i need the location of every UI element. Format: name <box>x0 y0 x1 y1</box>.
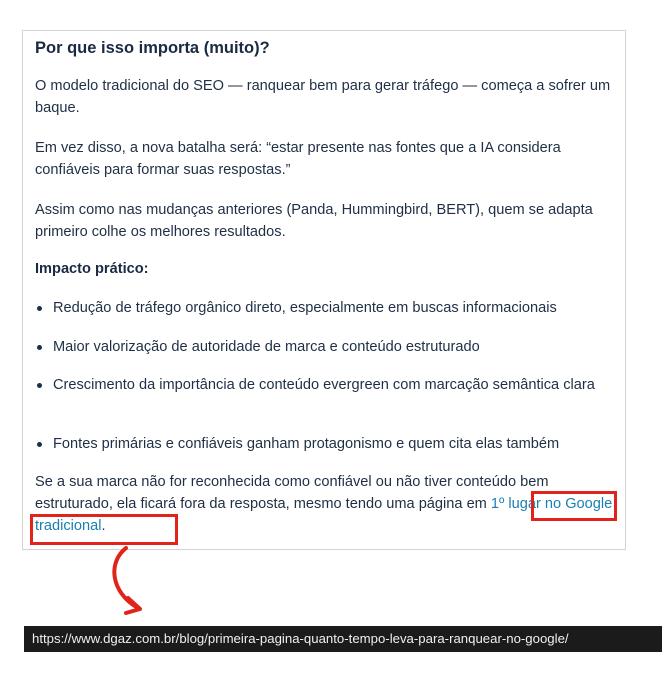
subheading: Impacto prático: <box>35 261 149 277</box>
paragraph-1: O modelo tradicional do SEO — ranquear bem para gerar tráfego — começa a sofrer um baque. <box>35 78 611 116</box>
bullet-dot-icon <box>37 306 42 311</box>
bullet-dot-icon <box>37 442 42 447</box>
paragraph-3: Assim como nas mudanças anteriores (Panda, Hummingbird, BERT), quem se adapta primeiro colhe os melhores resultados. <box>35 202 593 240</box>
status-bar-url: https://www.dgaz.com.br/blog/primeira-pagina-quanto-tempo-leva-para-ranquear-no-google/ <box>24 626 662 652</box>
section-title: Por que isso importa (muito)? <box>35 39 270 57</box>
bullet-dot-icon <box>37 383 42 388</box>
article-card: Por que isso importa (muito)? O modelo tradicional do SEO — ranquear bem para gerar tráfego — começa a sofrer um baque. Em vez disso, a nova batalha será: “estar presente nas fontes que a IA considera confiáveis para formar suas respostas.” Assim como nas mudanças anteriores (Panda, Hummingbird, BERT), quem se adapta primeiro colhe os melhores resultados. Impacto prático: Redução de tráfego orgânico direto, especialmente em buscas informacionais Maior valorização de autoridade de marca e conteúdo estruturado Crescimento da importância de conteúdo evergreen com marcação semântica clara Fontes primárias e confiáveis ganham protagonismo e quem cita elas também Se a sua marca não for reconhecida como confiável ou não tiver conteúdo bem estruturado, ela ficará fora da resposta, mesmo tendo uma página em 1º lugar no Google tradicional. <box>22 30 626 550</box>
ranking-link[interactable]: 1º lugar no Google tradicional <box>35 496 613 534</box>
paragraph-final: Se a sua marca não for reconhecida como confiável ou não tiver conteúdo bem estruturado, ela ficará fora da resposta, mesmo tendo uma página em 1º lugar no Google tradicional. <box>35 474 613 534</box>
highlight-box-1 <box>531 491 617 521</box>
bullet-dot-icon <box>37 345 42 350</box>
paragraph-2: Em vez disso, a nova batalha será: “estar presente nas fontes que a IA considera confiáveis para formar suas respostas.” <box>35 140 561 178</box>
curved-arrow-icon <box>108 540 168 620</box>
